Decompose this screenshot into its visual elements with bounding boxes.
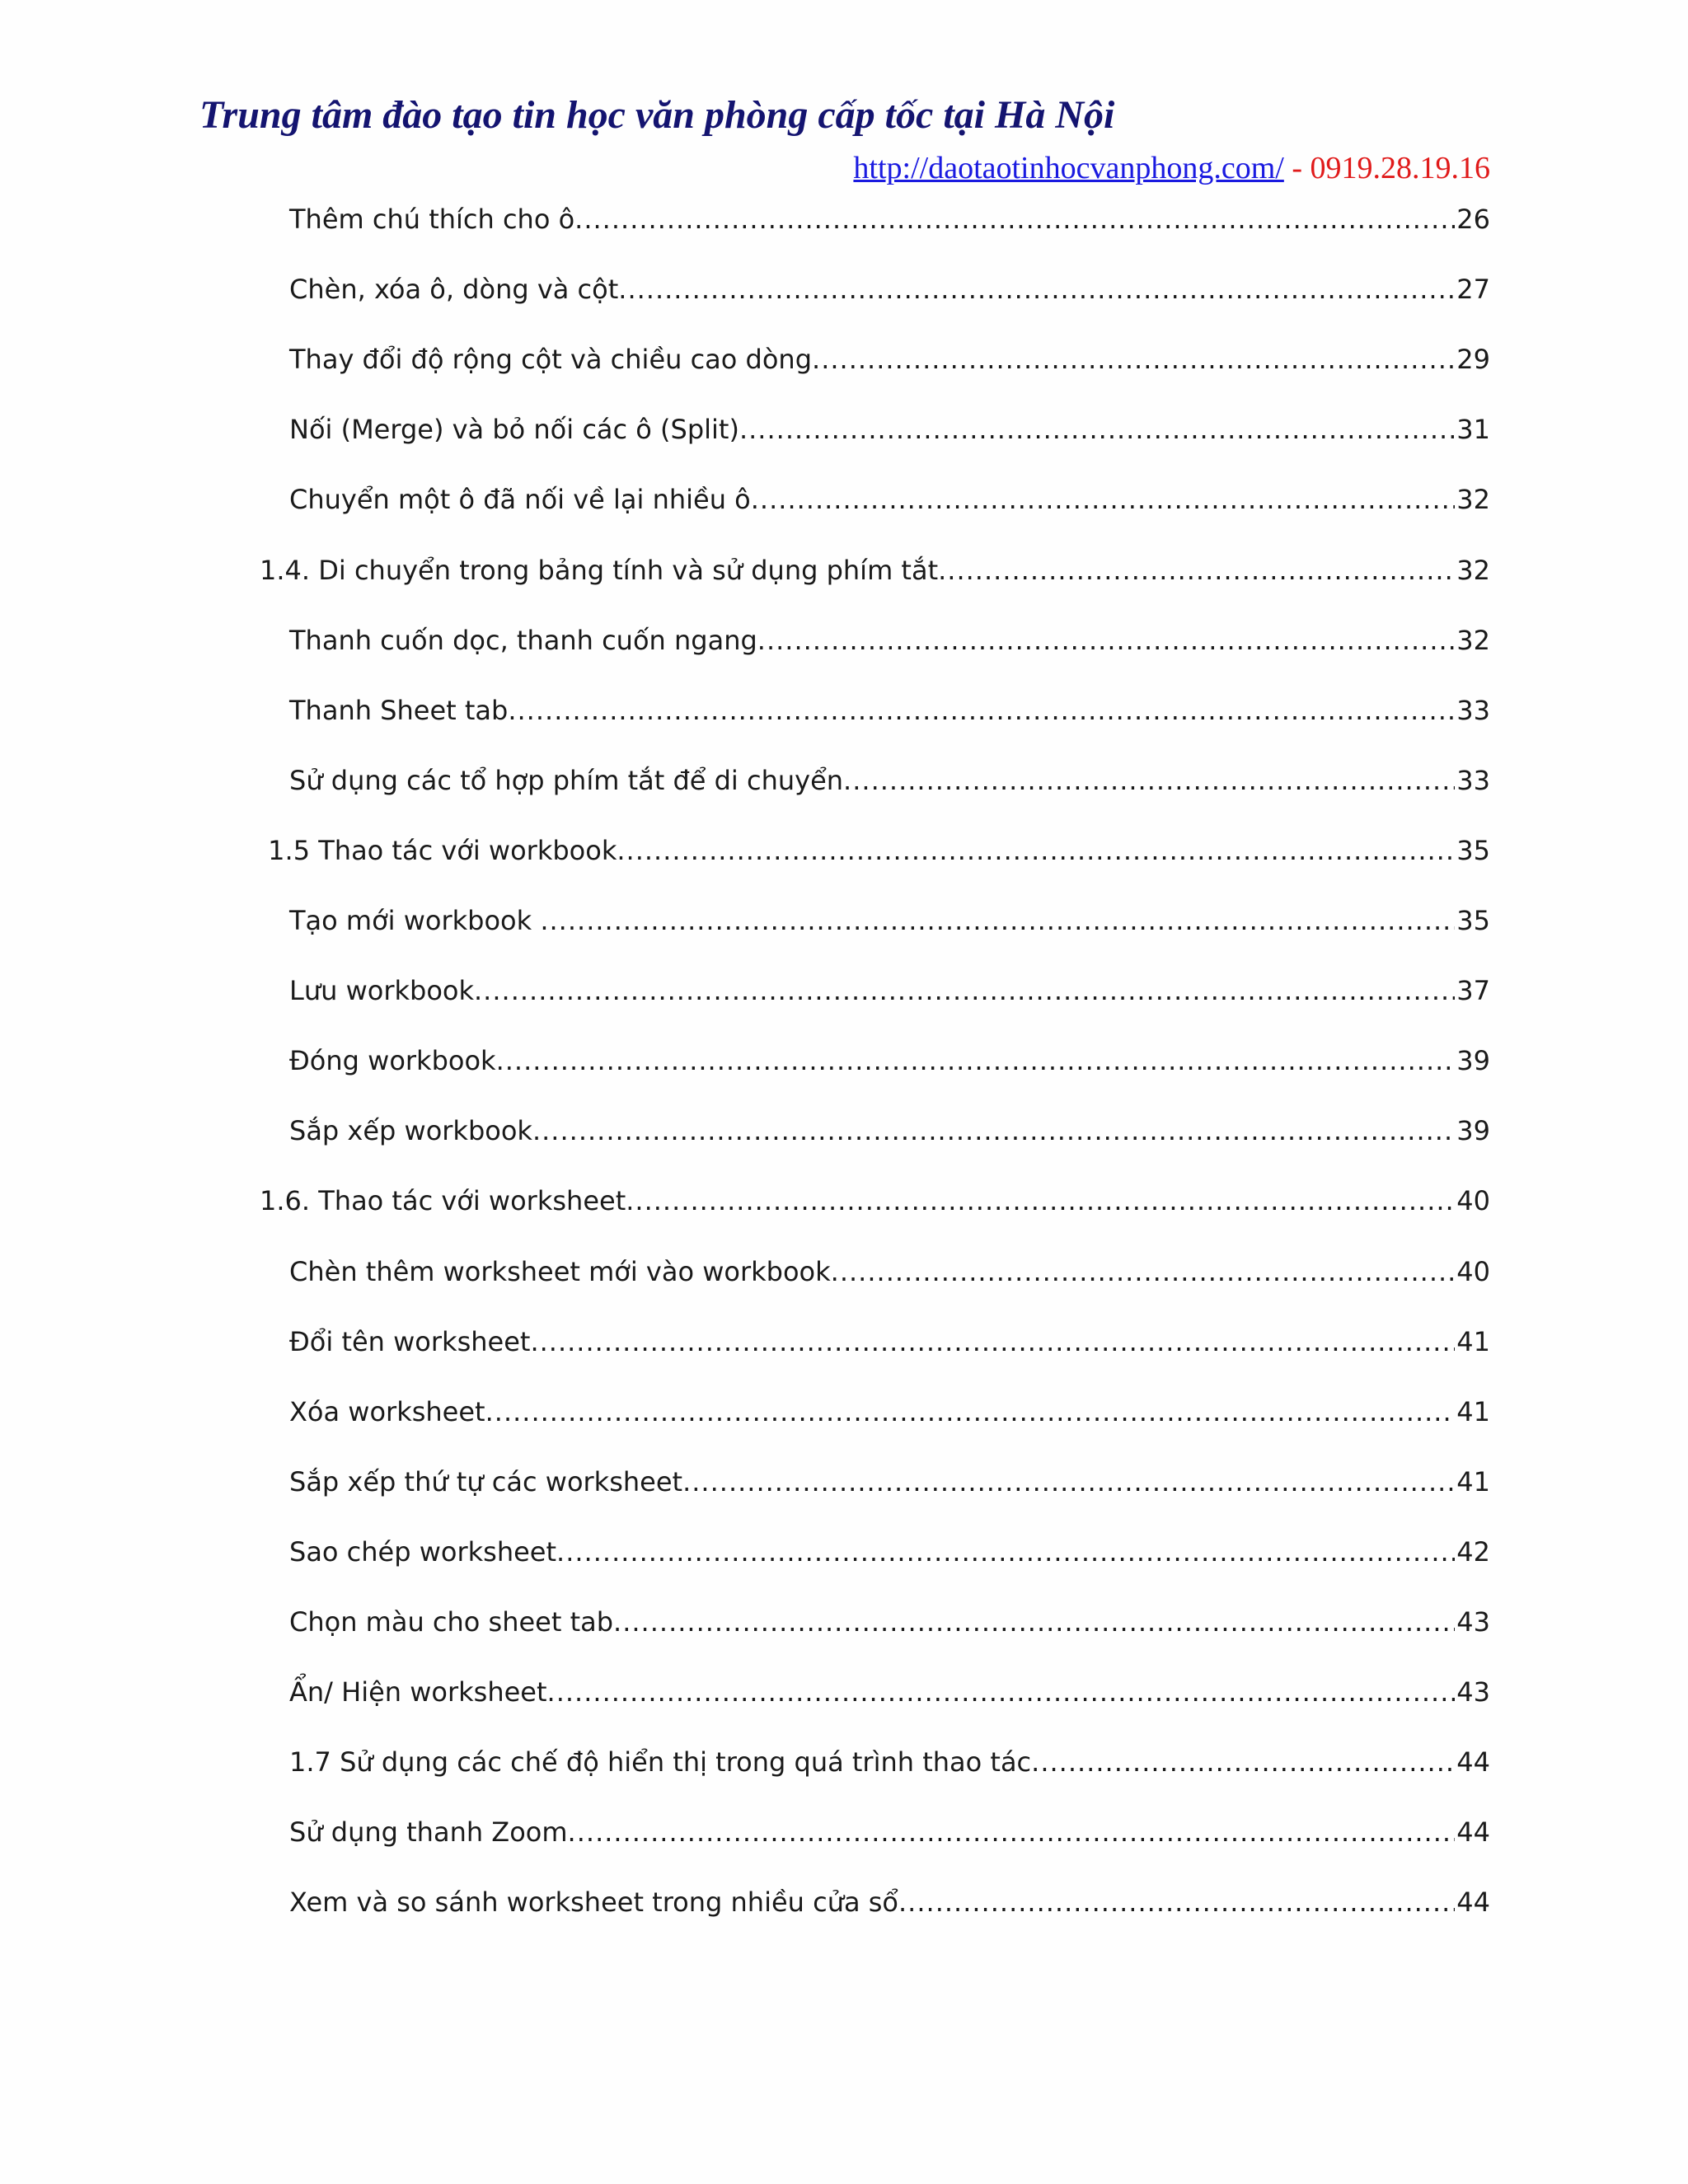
- toc-entry[interactable]: [289, 1531, 1490, 1572]
- toc-page-number: 41: [1456, 1466, 1490, 1497]
- toc-entry[interactable]: [289, 1461, 1490, 1502]
- toc-dot-leader: [508, 690, 1455, 731]
- toc-entry-label: Thay đổi độ rộng cột và chiều cao dòng: [289, 344, 813, 375]
- toc-page-number: 41: [1456, 1396, 1490, 1427]
- toc-entry-label: Chèn thêm worksheet mới vào workbook: [289, 1256, 831, 1287]
- page-header: [199, 92, 1490, 185]
- toc-entry-label: Chọn màu cho sheet tab: [289, 1606, 614, 1638]
- toc-entry-label: 1.7 Sử dụng các chế độ hiển thị trong quá trình thao tác: [289, 1746, 1032, 1778]
- toc-page-number: 43: [1456, 1676, 1490, 1708]
- toc-entry-label: Thanh Sheet tab: [289, 695, 509, 726]
- header-title: Trung tâm đào tạo tin học văn phòng cấp tốc tại Hà Nội: [199, 93, 1115, 137]
- toc-entry[interactable]: [289, 339, 1490, 380]
- toc-entry-label: Lưu workbook: [289, 975, 474, 1006]
- toc-entry[interactable]: [289, 479, 1490, 520]
- toc-page-number: 31: [1456, 414, 1490, 445]
- toc-page-number: 33: [1456, 695, 1490, 726]
- toc-entry[interactable]: [289, 1601, 1490, 1643]
- toc-entry-label: Nối (Merge) và bỏ nối các ô (Split): [289, 414, 739, 445]
- toc-dot-leader: [485, 1391, 1456, 1432]
- toc-entry[interactable]: [260, 1180, 1490, 1221]
- toc-entry[interactable]: [289, 1671, 1490, 1713]
- toc-page-number: 44: [1456, 1886, 1490, 1918]
- toc-dot-leader: [1031, 1741, 1455, 1783]
- toc-entry[interactable]: [289, 199, 1490, 240]
- toc-dot-leader: [757, 620, 1456, 661]
- toc-dot-leader: [618, 269, 1455, 310]
- toc-page-number: 32: [1456, 555, 1490, 586]
- toc-entry-label: Xóa worksheet: [289, 1396, 485, 1427]
- toc-page-number: 26: [1456, 204, 1490, 235]
- toc-entry-label: Đổi tên worksheet: [289, 1326, 531, 1357]
- toc-dot-leader: [812, 339, 1455, 380]
- toc-page-number: 27: [1456, 274, 1490, 305]
- toc-dot-leader: [751, 479, 1456, 520]
- toc-entry[interactable]: [260, 550, 1490, 591]
- toc-entry-label: Đóng workbook: [289, 1045, 496, 1076]
- toc-entry[interactable]: [289, 1741, 1490, 1783]
- toc-page-number: 44: [1456, 1816, 1490, 1848]
- toc-page-number: 39: [1456, 1115, 1490, 1146]
- toc-entry-label: Sao chép worksheet: [289, 1536, 557, 1568]
- toc-dot-leader: [574, 199, 1455, 240]
- toc-entry-label: 1.4. Di chuyển trong bảng tính và sử dụng phím tắt: [260, 555, 939, 586]
- toc-entry-label: Sắp xếp workbook: [289, 1115, 532, 1146]
- toc-page-number: 29: [1456, 344, 1490, 375]
- toc-page-number: 39: [1456, 1045, 1490, 1076]
- toc-page-number: 32: [1456, 625, 1490, 656]
- toc-dot-leader: [938, 550, 1455, 591]
- toc-page-number: 35: [1456, 905, 1490, 936]
- toc-entry-label: 1.5 Thao tác với workbook: [260, 835, 617, 866]
- toc-dot-leader: [547, 1671, 1456, 1713]
- toc-entry[interactable]: [289, 1811, 1490, 1853]
- toc-entry-label: Thêm chú thích cho ô: [289, 204, 575, 235]
- toc-entry[interactable]: [289, 409, 1490, 450]
- toc-entry-label: Ẩn/ Hiện worksheet: [289, 1676, 547, 1708]
- toc-dot-leader: [843, 760, 1455, 801]
- toc-page-number: 44: [1456, 1746, 1490, 1778]
- toc-entry[interactable]: [289, 970, 1490, 1011]
- toc-entry[interactable]: [289, 900, 1490, 941]
- toc-entry[interactable]: [289, 690, 1490, 731]
- toc-dot-leader: [626, 1180, 1455, 1221]
- toc-dot-leader: [682, 1461, 1455, 1502]
- toc-dot-leader: [898, 1882, 1455, 1923]
- website-link[interactable]: http://daotaotinhocvanphong.com/: [853, 151, 1284, 185]
- toc-entry[interactable]: [289, 760, 1490, 801]
- phone-number: 0919.28.19.16: [1310, 151, 1490, 185]
- toc-dot-leader: [556, 1531, 1455, 1572]
- toc-dot-leader: [496, 1040, 1456, 1081]
- toc-page-number: 43: [1456, 1606, 1490, 1638]
- toc-dot-leader: [540, 900, 1455, 941]
- header-contact: [853, 150, 1490, 186]
- toc-entry-label: 1.6. Thao tác với worksheet: [260, 1185, 626, 1216]
- header-separator: -: [1283, 151, 1311, 185]
- toc-entry[interactable]: [289, 1110, 1490, 1151]
- toc-entry[interactable]: [260, 830, 1490, 871]
- toc-entry[interactable]: [289, 1882, 1490, 1923]
- toc-entry-label: Sử dụng các tổ hợp phím tắt để di chuyển: [289, 765, 844, 796]
- toc-page-number: 40: [1456, 1256, 1490, 1287]
- toc-entry-label: Chuyển một ô đã nối về lại nhiều ô: [289, 484, 751, 515]
- toc-dot-leader: [532, 1110, 1455, 1151]
- toc-entry-label: Sắp xếp thứ tự các worksheet: [289, 1466, 683, 1497]
- toc-entry-label: Thanh cuốn dọc, thanh cuốn ngang: [289, 625, 757, 656]
- toc-dot-leader: [474, 970, 1455, 1011]
- toc-entry-label: Tạo mới workbook: [289, 905, 541, 936]
- toc-entry[interactable]: [289, 1321, 1490, 1362]
- toc-page-number: 37: [1456, 975, 1490, 1006]
- toc-page-number: 33: [1456, 765, 1490, 796]
- toc-dot-leader: [739, 409, 1455, 450]
- toc-entry-label: Sử dụng thanh Zoom: [289, 1816, 568, 1848]
- toc-entry[interactable]: [289, 620, 1490, 661]
- toc-dot-leader: [617, 830, 1455, 871]
- toc-entry[interactable]: [289, 1040, 1490, 1081]
- toc-entry[interactable]: [289, 269, 1490, 310]
- toc-dot-leader: [831, 1251, 1456, 1292]
- toc-dot-leader: [530, 1321, 1455, 1362]
- toc-dot-leader: [568, 1811, 1456, 1853]
- toc-dot-leader: [613, 1601, 1455, 1643]
- toc-page-number: 42: [1456, 1536, 1490, 1568]
- toc-page-number: 35: [1456, 835, 1490, 866]
- toc-page-number: 32: [1456, 484, 1490, 515]
- toc-page-number: 41: [1456, 1326, 1490, 1357]
- toc-entry-label: Xem và so sánh worksheet trong nhiều cửa sổ: [289, 1886, 898, 1918]
- toc-entry[interactable]: [289, 1391, 1490, 1432]
- toc-entry-label: Chèn, xóa ô, dòng và cột: [289, 274, 619, 305]
- toc-entry[interactable]: [289, 1251, 1490, 1292]
- toc-page-number: 40: [1456, 1185, 1490, 1216]
